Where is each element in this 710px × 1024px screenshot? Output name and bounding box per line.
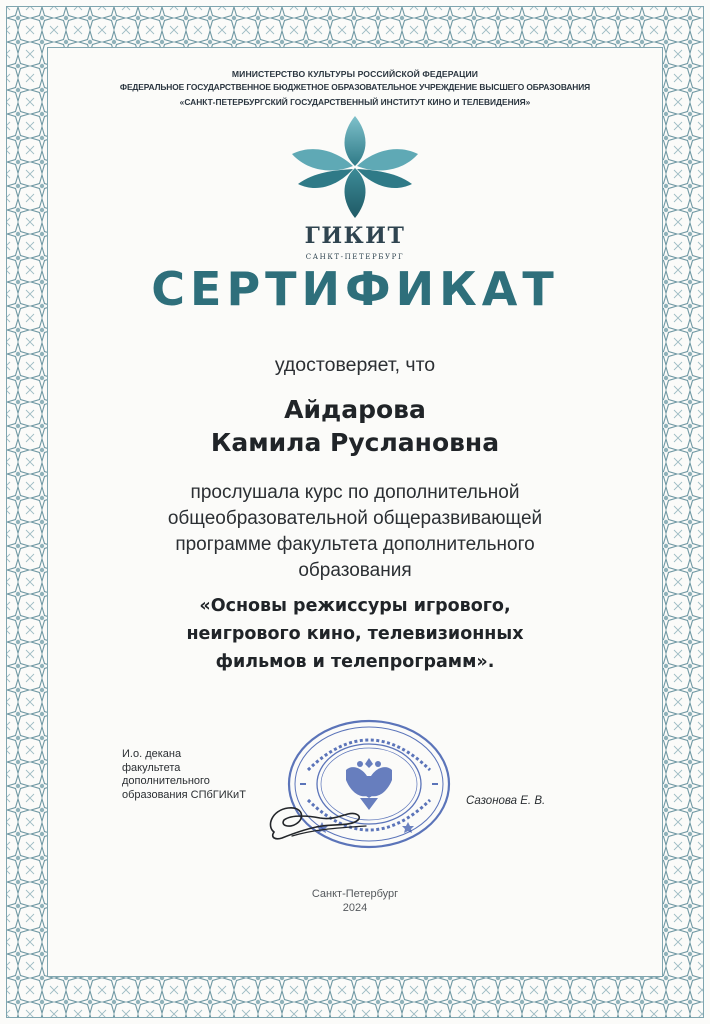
signature-icon bbox=[262, 796, 372, 846]
four-petal-star-logo-icon bbox=[284, 114, 426, 220]
body-line: общеобразовательной общеразвивающей bbox=[167, 508, 543, 529]
position-line: факультета bbox=[122, 761, 181, 774]
recipient-surname: Айдарова bbox=[284, 395, 426, 424]
recipient-given-names: Камила Руслановна bbox=[210, 428, 500, 457]
issue-city: Санкт-Петербург bbox=[311, 888, 399, 900]
issue-year: 2024 bbox=[342, 902, 368, 914]
logo-city: САНКТ-ПЕТЕРБУРГ bbox=[305, 253, 405, 261]
institution-type-line: ФЕДЕРАЛЬНОЕ ГОСУДАРСТВЕННОЕ БЮДЖЕТНОЕ ОБРАЗОВАТЕЛЬНОЕ УЧРЕЖДЕНИЕ ВЫСШЕГО ОБРАЗОВАНИЯ bbox=[119, 82, 591, 92]
position-line: И.о. декана bbox=[122, 748, 182, 760]
logo-wordmark: ГИКИТ bbox=[304, 223, 406, 249]
signatory-name: Сазонова Е. В. bbox=[466, 795, 546, 807]
course-title-line: фильмов и телепрограмм». bbox=[215, 652, 495, 672]
page-title: СЕРТИФИКАТ bbox=[151, 262, 559, 316]
body-line: образования bbox=[298, 560, 412, 581]
position-line: образования СПбГИКиТ bbox=[122, 788, 246, 801]
certifies-text: удостоверяет, что bbox=[274, 354, 436, 376]
institution-name-line: «САНКТ-ПЕТЕРБУРГСКИЙ ГОСУДАРСТВЕННЫЙ ИНСТИТУТ КИНО И ТЕЛЕВИДЕНИЯ» bbox=[179, 97, 531, 107]
ministry-line: МИНИСТЕРСТВО КУЛЬТУРЫ РОССИЙСКОЙ ФЕДЕРАЦИИ bbox=[231, 69, 479, 79]
position-line: дополнительного bbox=[122, 775, 210, 787]
body-line: программе факультета дополнительного bbox=[175, 534, 535, 555]
signatory-position bbox=[122, 748, 246, 802]
body-line: прослушала курс по дополнительной bbox=[190, 482, 520, 503]
course-title-line: «Основы режиссуры игрового, bbox=[199, 596, 511, 616]
course-title-line: неигрового кино, телевизионных bbox=[186, 624, 524, 644]
